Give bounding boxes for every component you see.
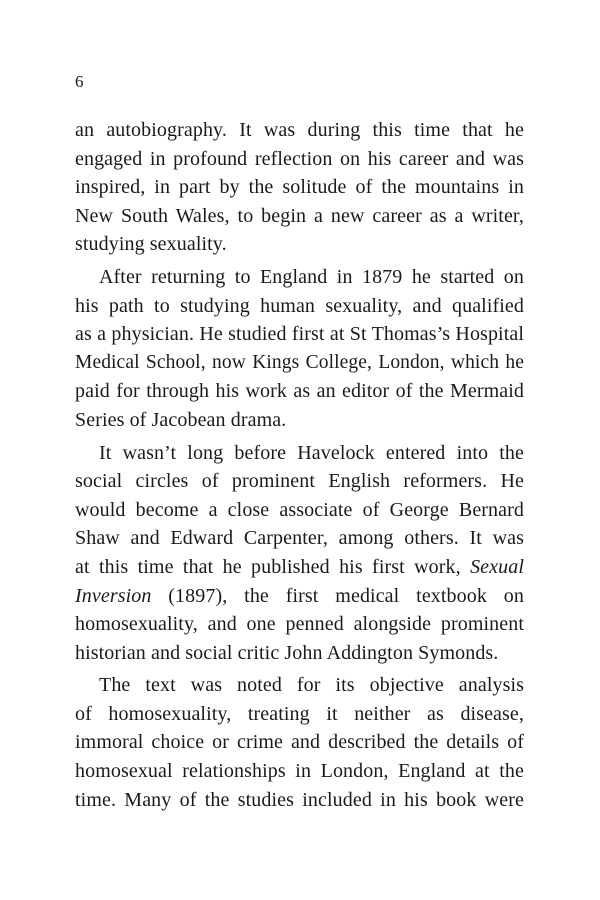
page-number: 6 [75, 72, 84, 91]
text-line: homosexual relationships in London, England at the [75, 760, 524, 783]
text-line [75, 582, 524, 611]
italic-title: Inversion [75, 584, 152, 607]
text-line: After returning to England in 1879 he started on [99, 265, 524, 288]
text-line: inspired, in part by the solitude of the mountains in [75, 176, 524, 199]
text-line: studying sexuality. [75, 233, 227, 256]
text-line: paid for through his work as an editor of the Mermaid [75, 380, 524, 403]
paragraph [75, 116, 524, 259]
text-line: an autobiography. It was during this time that he [75, 119, 524, 141]
text-line: homosexuality, and one penned alongside prominent [75, 613, 524, 636]
text-line: Series of Jacobean drama. [75, 408, 287, 431]
text-run: (1897), the first medical textbook on [151, 584, 524, 607]
text-line: of homosexuality, treating it neither as disease, [75, 702, 524, 725]
text-line: New South Wales, to begin a new career as a writer, [75, 204, 524, 227]
text-line: Medical School, now Kings College, London, which he [75, 351, 524, 373]
paragraph [75, 439, 524, 668]
text-line: engaged in profound reflection on his career and was [75, 147, 524, 170]
text-run: at this time that he published his first work, [75, 555, 461, 578]
italic-title: Sexual [470, 555, 524, 578]
text-line: as a physician. He studied first at St Thomas’s Hospital [75, 323, 524, 346]
paragraph [75, 263, 524, 435]
text-line: time. Many of the studies included in his book were [75, 788, 524, 811]
text-line: social circles of prominent English reformers. He [75, 470, 524, 493]
text-line: The text was noted for its objective analysis [99, 674, 524, 697]
text-line: Shaw and Edward Carpenter, among others. It was [75, 527, 524, 550]
text-line: his path to studying human sexuality, and qualified [75, 294, 524, 317]
body-text [75, 116, 524, 814]
text-line: It wasn’t long before Havelock entered into the [99, 441, 524, 464]
text-line: would become a close associate of George Bernard [75, 498, 524, 521]
text-line: historian and social critic John Addington Symonds. [75, 641, 499, 664]
paragraph [75, 671, 524, 814]
text-line [75, 553, 524, 582]
text-line: immoral choice or crime and described the details of [75, 731, 524, 754]
